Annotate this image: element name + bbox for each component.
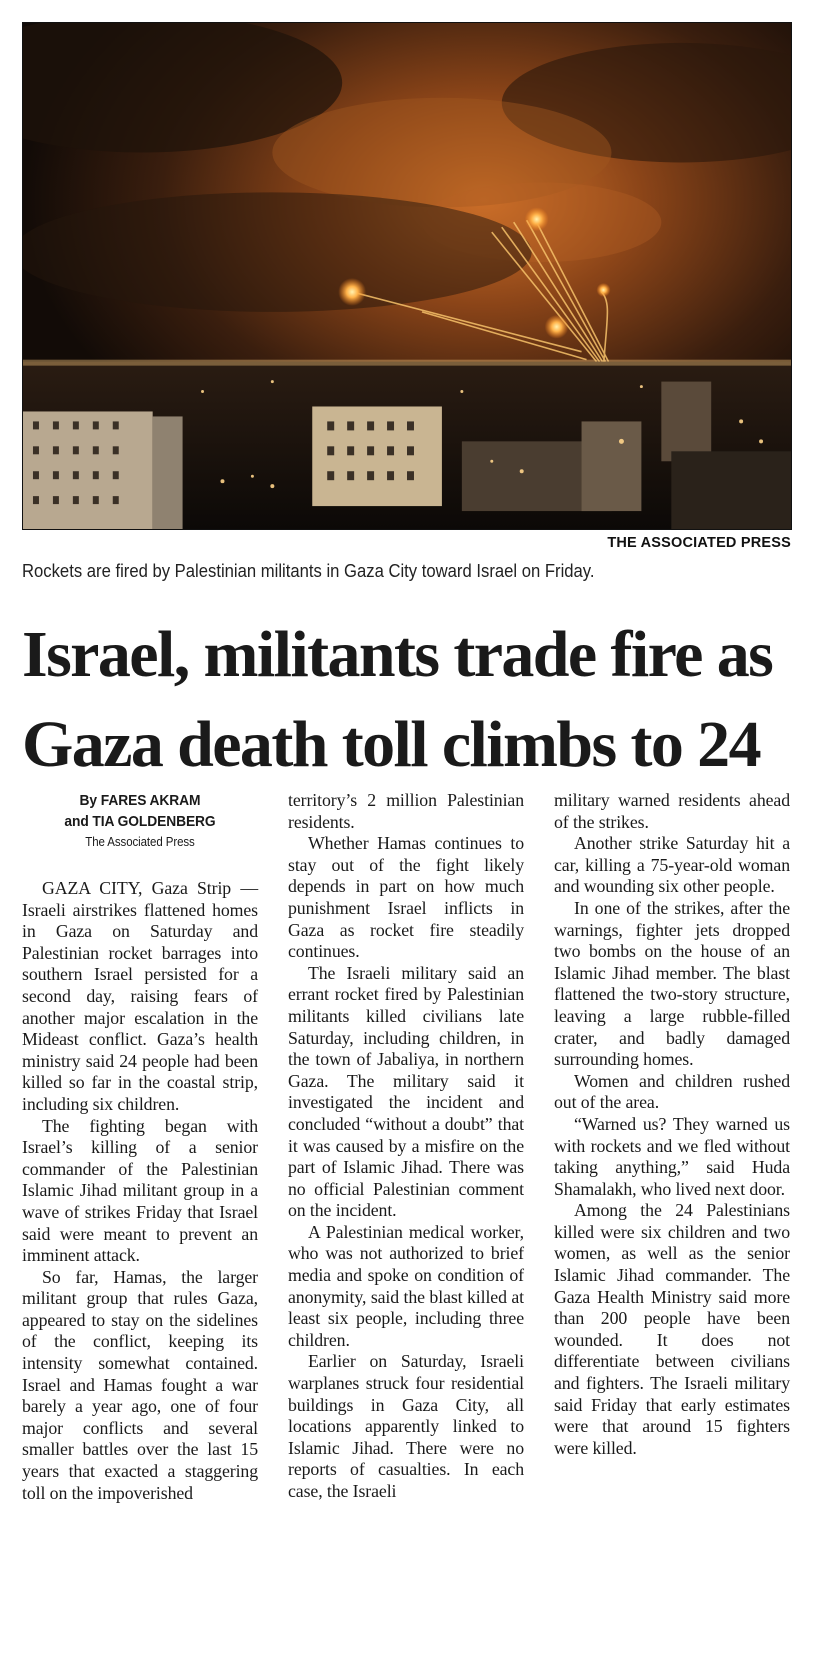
headline-line-1: Israel, militants trade fire as bbox=[22, 618, 773, 691]
paragraph: The fighting began with Israel’s killing of a senior commander of the Palestinian Islamic Jihad militant group in a wave of strikes Friday that Israel said were meant to prevent an imminent attack. bbox=[22, 1115, 258, 1266]
paragraph: The Israeli military said an errant rocket fired by Palestinian militants killed civilians late Saturday, including children, in the town of Jabaliya, in northern Gaza. The military said it investigated the incident and concluded “without a doubt” that it was caused by a misfire on the part of Islamic Jihad. There was no official Palestinian comment on the incident. bbox=[288, 962, 524, 1221]
paragraph: “Warned us? They warned us with rockets and we fled without taking anything,” said Huda Shamalakh, who lived next door. bbox=[554, 1113, 790, 1199]
paragraph: territory’s 2 million Palestinian residents. bbox=[288, 790, 524, 832]
byline-organization: The Associated Press bbox=[85, 835, 195, 849]
news-photo bbox=[22, 22, 792, 530]
paragraph: Earlier on Saturday, Israeli warplanes struck four residential buildings in Gaza City, all locations apparently linked to Islamic Jihad. There were no reports of casualties. In each case, the Israeli bbox=[288, 1351, 524, 1501]
paragraph: A Palestinian medical worker, who was not authorized to brief media and spoke on condition of anonymity, said the blast killed at least six people, including three children. bbox=[288, 1221, 524, 1350]
paragraph: In one of the strikes, after the warnings, fighter jets dropped two bombs on the house of an Islamic Jihad member. The blast flattened the two-story structure, leaving a large rubble-filled crater, and badly damaged surrounding homes. bbox=[554, 897, 790, 1070]
paragraph: military warned residents ahead of the strikes. bbox=[554, 790, 790, 832]
paragraph: Among the 24 Palestinians killed were six children and two women, as well as the senior Islamic Jihad commander. The Gaza Health Ministry said more than 200 people have been wounded. It does not differentiate between civilians and fighters. The Israeli military said Friday that early estimates were that around 15 fighters were killed. bbox=[554, 1200, 790, 1458]
byline-author-1: By FARES AKRAM bbox=[79, 792, 201, 809]
paragraph: Whether Hamas continues to stay out of the fight likely depends in part on how much punishment Israel inflicts in Gaza as rocket fire steadily continues. bbox=[288, 833, 524, 962]
photo-credit: THE ASSOCIATED PRESS bbox=[607, 535, 791, 551]
paragraph: So far, Hamas, the larger militant group that rules Gaza, appeared to stay on the sidelines of the conflict, keeping its intensity somewhat contained. Israel and Hamas fought a war barely a year ago, one of four major conflicts and several smaller battles over the last 15 years that exacted a staggering toll on the impoverished bbox=[22, 1266, 258, 1503]
article-column-3 bbox=[554, 790, 790, 1459]
paragraph: Women and children rushed out of the area. bbox=[554, 1070, 790, 1113]
byline bbox=[22, 790, 258, 852]
headline-line-2: Gaza death toll climbs to 24 bbox=[22, 708, 760, 781]
article-column-1 bbox=[22, 790, 258, 1504]
article-column-2 bbox=[288, 790, 524, 1503]
rocket-night-sky-image bbox=[23, 23, 791, 529]
byline-author-2: and TIA GOLDENBERG bbox=[64, 813, 216, 830]
photo-caption: Rockets are fired by Palestinian militants in Gaza City toward Israel on Friday. bbox=[22, 560, 595, 581]
paragraph: GAZA CITY, Gaza Strip — Israeli airstrikes flattened homes in Gaza on Saturday and Palestinian rocket barrages into southern Israel persisted for a second day, raising fears of another major escalation in the Mideast conflict. Gaza’s health ministry said 24 people had been killed so far in the coastal strip, including six children. bbox=[22, 878, 258, 1114]
headline bbox=[22, 610, 802, 790]
paragraph: Another strike Saturday hit a car, killing a 75-year-old woman and wounding six other people. bbox=[554, 833, 790, 897]
